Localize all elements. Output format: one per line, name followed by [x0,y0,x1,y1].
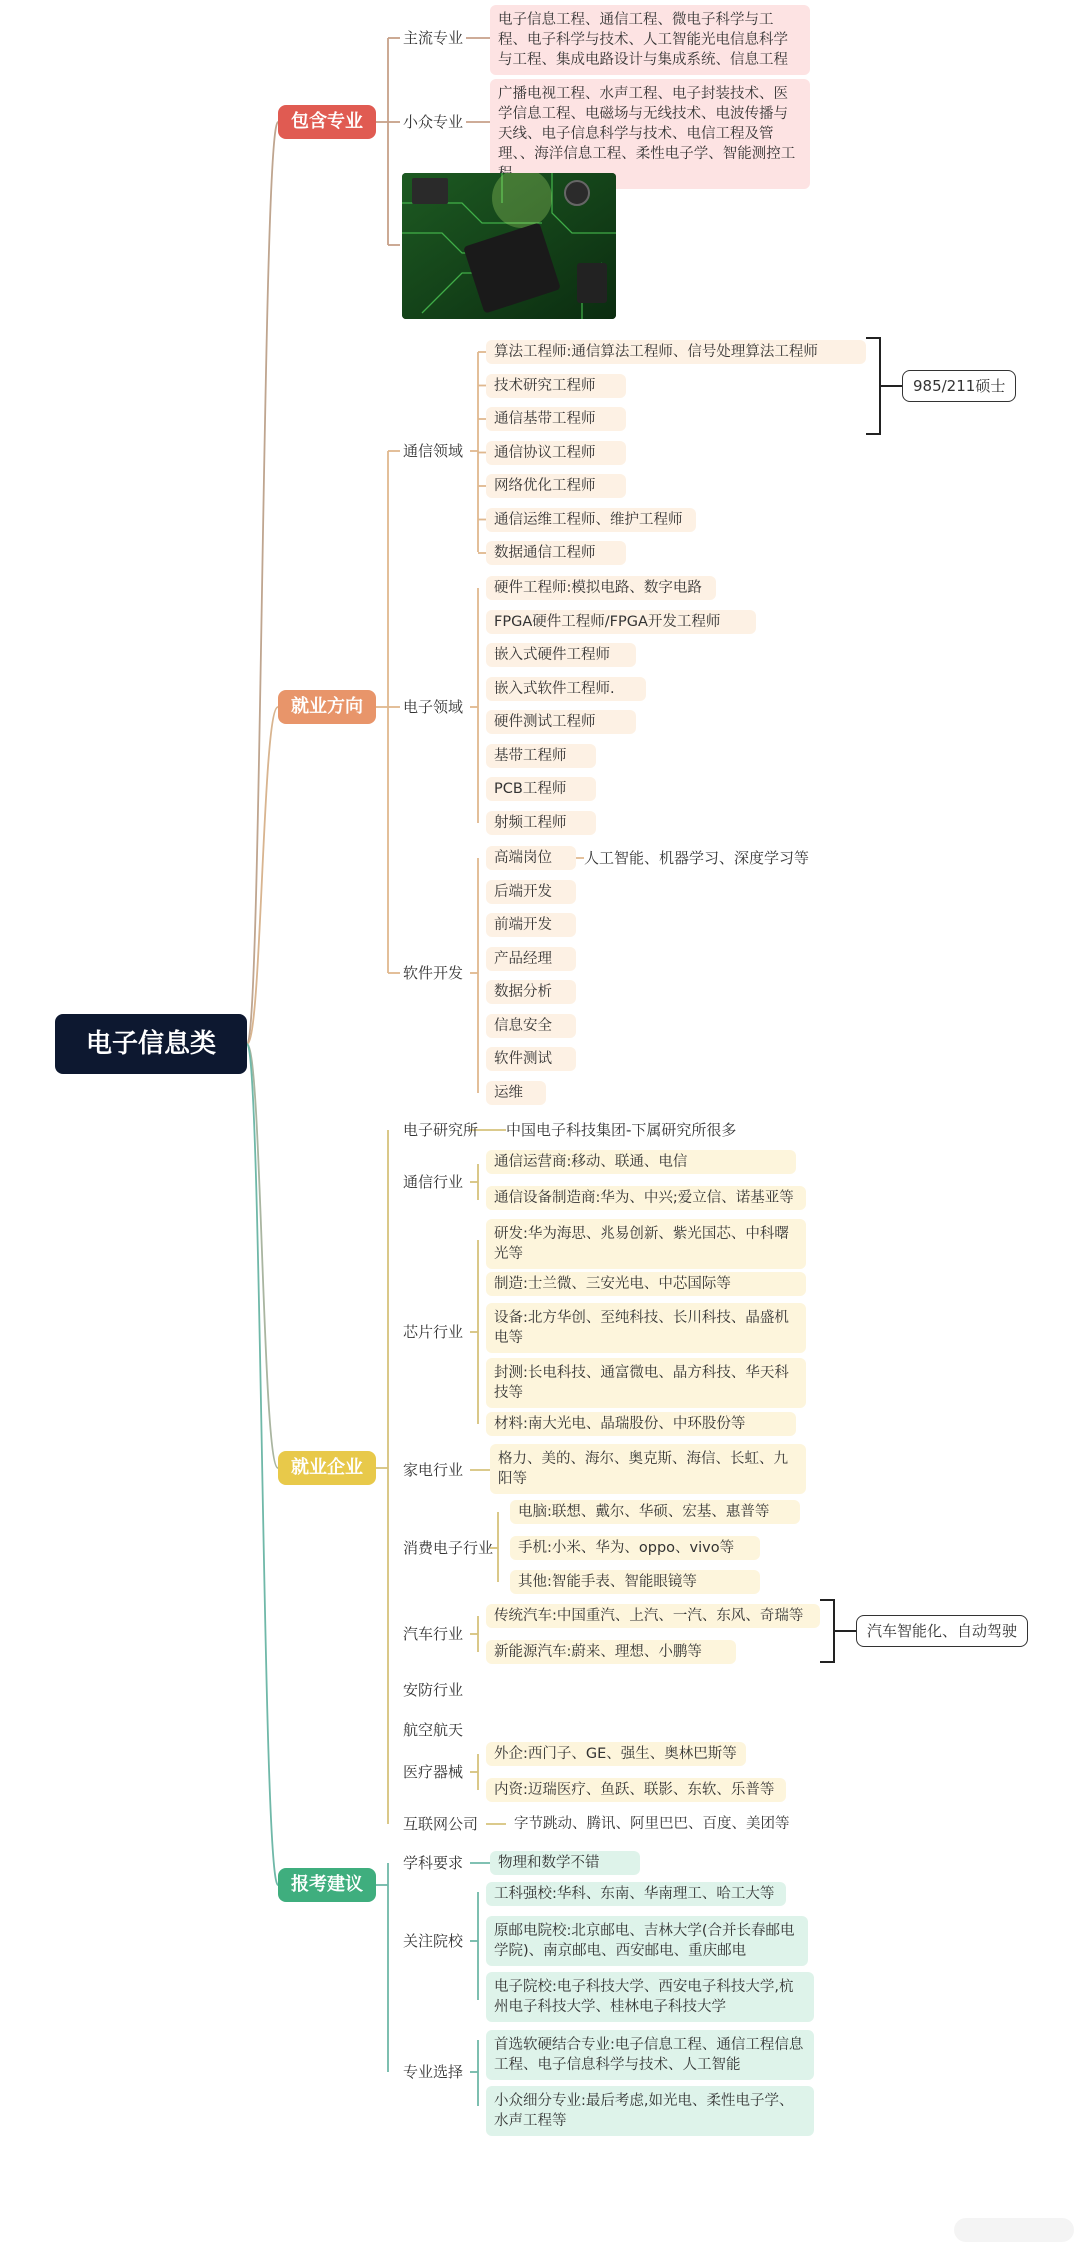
niche-majors-label: 小众专业 [403,113,464,131]
soft-item-7: 运维 [486,1081,546,1105]
elec-item-0: 硬件工程师:模拟电路、数字电路 [486,576,716,600]
subject-text: 物理和数学不错 [490,1851,640,1875]
medical-item-0: 外企:西门子、GE、强生、奥林巴斯等 [486,1742,746,1766]
comm-item-4: 网络优化工程师 [486,474,626,498]
choice-label: 专业选择 [403,2063,464,2081]
auto-item-1: 新能源汽车:蔚来、理想、小鹏等 [486,1640,736,1664]
soft-high-sub: 人工智能、机器学习、深度学习等 [584,849,810,867]
category-advice[interactable]: 报考建议 [278,1868,376,1902]
elec-item-1: FPGA硬件工程师/FPGA开发工程师 [486,610,756,634]
careers-elec-label: 电子领域 [403,698,464,716]
consumer-item-1: 手机:小米、华为、oppo、vivo等 [510,1536,760,1560]
chip-item-1: 制造:士兰微、三安光电、中芯国际等 [486,1272,806,1296]
soft-item-3: 产品经理 [486,947,576,971]
subject-label: 学科要求 [403,1854,464,1872]
research-text: 中国电子科技集团-下属研究所很多 [506,1121,737,1139]
chip-item-4: 材料:南大光电、晶瑞股份、中环股份等 [486,1412,796,1436]
root-node[interactable]: 电子信息类 [55,1014,247,1074]
comm-item-6: 数据通信工程师 [486,541,626,565]
aero-label: 航空航天 [403,1721,464,1739]
consumer-item-0: 电脑:联想、戴尔、华硕、宏基、惠普等 [510,1500,800,1524]
medical-label: 医疗器械 [403,1763,464,1781]
auto-note: 汽车智能化、自动驾驶 [856,1615,1028,1647]
security-label: 安防行业 [403,1681,464,1699]
soft-item-2: 前端开发 [486,913,576,937]
research-label: 电子研究所 [403,1121,479,1139]
soft-item-5: 信息安全 [486,1014,576,1038]
comm-item-3: 通信协议工程师 [486,441,626,465]
internet-text: 字节跳动、腾讯、阿里巴巴、百度、美团等 [514,1816,790,1832]
choice-item-1: 小众细分专业:最后考虑,如光电、柔性电子学、水声工程等 [486,2086,814,2136]
elec-item-2: 嵌入式硬件工程师 [486,643,636,667]
watermark [954,2218,1074,2242]
category-careers[interactable]: 就业方向 [278,690,376,724]
careers-soft-label: 软件开发 [403,964,464,982]
elec-item-5: 基带工程师 [486,744,596,768]
comm-item-2: 通信基带工程师 [486,407,626,431]
consumer-item-2: 其他:智能手表、智能眼镜等 [510,1570,760,1594]
choice-item-0: 首选软硬结合专业:电子信息工程、通信工程信息工程、电子信息科学与技术、人工智能 [486,2030,814,2080]
careers-comm-label: 通信领域 [403,442,464,460]
soft-item-0: 高端岗位 [486,846,576,870]
appliance-text: 格力、美的、海尔、奥克斯、海信、长虹、九阳等 [490,1444,806,1494]
consumer-label: 消费电子行业 [403,1539,494,1557]
comm-item-5: 通信运维工程师、维护工程师 [486,508,696,532]
soft-item-1: 后端开发 [486,880,576,904]
comm-note: 985/211硕士 [902,370,1016,402]
elec-item-6: PCB工程师 [486,777,596,801]
chip-item-2: 设备:北方华创、至纯科技、长川科技、晶盛机电等 [486,1303,806,1353]
telecom-label: 通信行业 [403,1173,464,1191]
schools-item-1: 原邮电院校:北京邮电、吉林大学(合并长春邮电学院)、南京邮电、西安邮电、重庆邮电 [486,1916,808,1966]
medical-item-1: 内资:迈瑞医疗、鱼跃、联影、东软、乐普等 [486,1778,786,1802]
telecom-item-0: 通信运营商:移动、联通、电信 [486,1150,796,1174]
appliance-label: 家电行业 [403,1461,464,1479]
auto-item-0: 传统汽车:中国重汽、上汽、一汽、东风、奇瑞等 [486,1604,820,1628]
elec-item-7: 射频工程师 [486,811,596,835]
elec-item-4: 硬件测试工程师 [486,710,636,734]
internet-label: 互联网公司 [403,1815,479,1833]
schools-label: 关注院校 [403,1932,464,1950]
auto-label: 汽车行业 [403,1625,464,1643]
schools-item-0: 工科强校:华科、东南、华南理工、哈工大等 [486,1882,786,1906]
niche-majors-text: 广播电视工程、水声工程、电子封装技术、医学信息工程、电磁场与无线技术、电波传播与天线、电子信息科学与技术、电信工程及管理、、海洋信息工程、柔性电子学、智能测控工 [490,79,810,189]
soft-item-4: 数据分析 [486,980,576,1004]
chip-item-3: 封测:长电科技、通富微电、晶方科技、华天科技等 [486,1358,806,1408]
telecom-item-1: 通信设备制造商:华为、中兴;爱立信、诺基亚等 [486,1186,806,1210]
mainstream-majors-label: 主流专业 [403,29,464,47]
category-companies[interactable]: 就业企业 [278,1451,376,1485]
elec-item-3: 嵌入式软件工程师. [486,677,646,701]
circuit-board-image [402,173,616,319]
category-majors[interactable]: 包含专业 [278,105,376,139]
soft-item-6: 软件测试 [486,1047,576,1071]
chip-item-0: 研发:华为海思、兆易创新、紫光国芯、中科曙光等 [486,1219,806,1269]
comm-item-0: 算法工程师:通信算法工程师、信号处理算法工程师 [486,340,866,364]
schools-item-2: 电子院校:电子科技大学、西安电子科技大学,杭州电子科技大学、桂林电子科技大学 [486,1972,814,2022]
chip-label: 芯片行业 [403,1323,464,1341]
mainstream-majors-text: 电子信息工程、通信工程、微电子科学与工程、电子科学与技术、人工智能光电信息科学与工程、集成电路设计与集成系统、信息工程 [490,5,810,75]
comm-item-1: 技术研究工程师 [486,374,626,398]
